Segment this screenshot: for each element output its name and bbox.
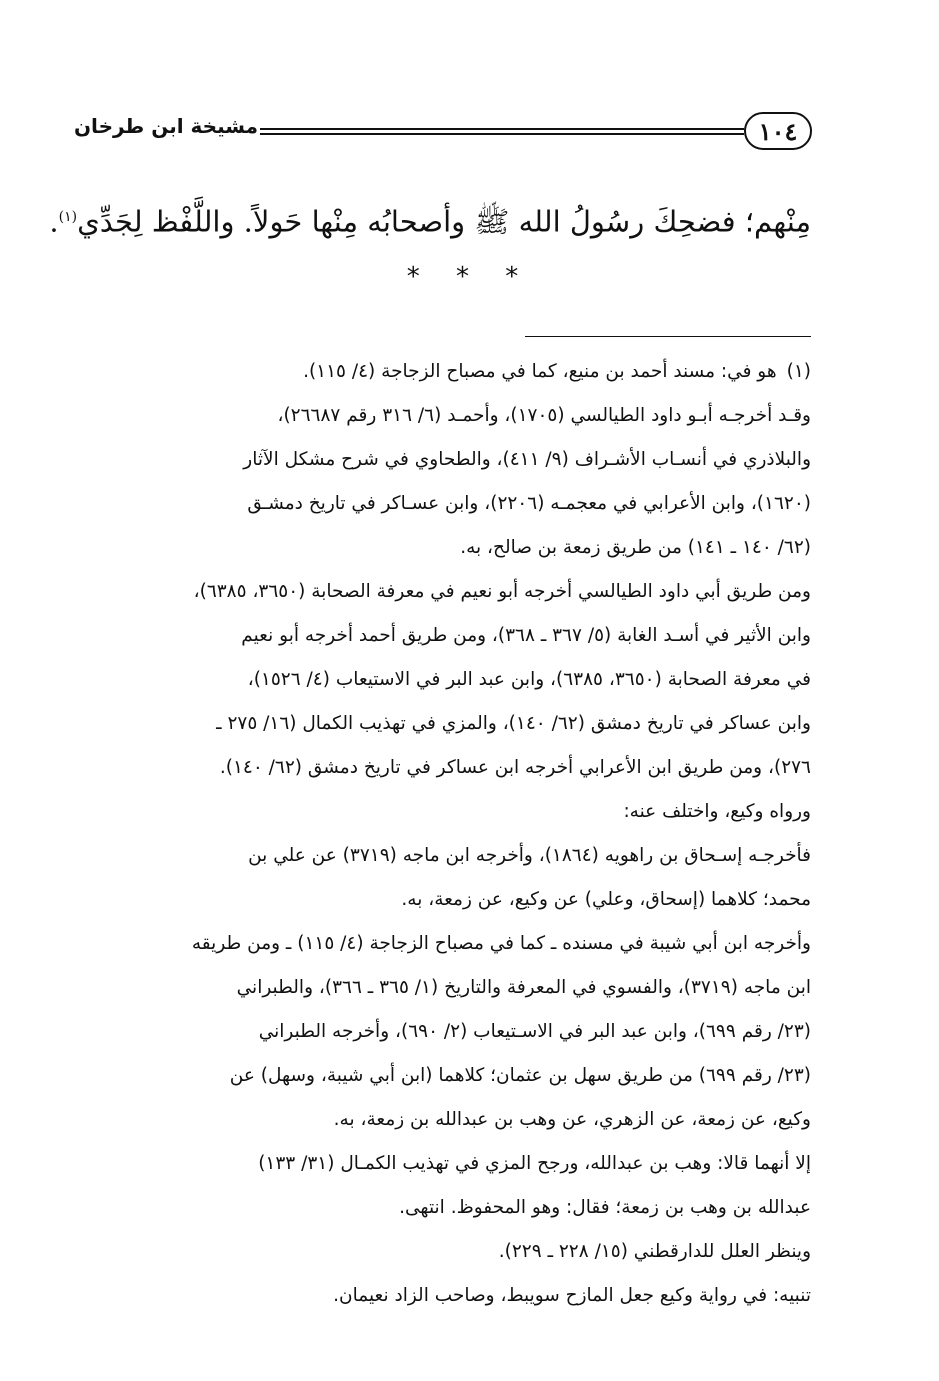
page-number: ١٠٤: [744, 112, 812, 150]
footnote-line: وأخرجه ابن أبي شيبة في مسنده ـ كما في مصباح الزجاجة (٤/ ١١٥) ـ ومن طريقه: [191, 933, 811, 954]
footnote-text: هو في: مسند أحمد بن منيع، كما في مصباح الزجاجة (٤/ ١١٥).: [303, 361, 777, 382]
main-text-body: مِنْهم؛ فضحِكَ رسُولُ الله ﷺ وأصحابُه مِنْها حَولاً. واللَّفْظ لِجَدِّي: [77, 204, 811, 239]
footnote-line: وابن الأثير في أسـد الغابة (٥/ ٣٦٧ ـ ٣٦٨)، ومن طريق أحمد أخرجه أبو نعيم: [241, 625, 811, 646]
footnote-line: ابن ماجه (٣٧١٩)، والفسوي في المعرفة والتاريخ (١/ ٣٦٥ ـ ٣٦٦)، والطبراني: [236, 977, 811, 998]
footnote-line: عبدالله بن وهب بن زمعة؛ فقال: وهو المحفوظ. انتهى.: [399, 1197, 811, 1218]
book-title: مشيخة ابن طرخان: [73, 114, 258, 138]
footnote-number: (١): [786, 361, 811, 382]
footnote-line: تنبيه: في رواية وكيع جعل المازح سويبط، وصاحب الزاد نعيمان.: [333, 1285, 811, 1306]
footnote-line: محمد؛ كلاهما (إسحاق، وعلي) عن وكيع، عن زمعة، به.: [401, 889, 811, 910]
footnote-line: وينظر العلل للدارقطني (١٥/ ٢٢٨ ـ ٢٢٩).: [498, 1241, 811, 1262]
footnote-line: والبلاذري في أنسـاب الأشـراف (٩/ ٤١١)، والطحاوي في شرح مشكل الآثار: [243, 449, 811, 470]
header-rule: [260, 128, 744, 135]
footnotes: [100, 350, 811, 1318]
page-header: [73, 112, 812, 156]
footnote-line: فأخرجـه إسـحاق بن راهويه (١٨٦٤)، وأخرجه ابن ماجه (٣٧١٩) عن علي بن: [248, 845, 811, 866]
footnote-line: ومن طريق أبي داود الطيالسي أخرجه أبو نعيم في معرفة الصحابة (٣٦٥٠، ٦٣٨٥)،: [193, 581, 811, 602]
footnote-line: في معرفة الصحابة (٣٦٥٠، ٦٣٨٥)، وابن عبد البر في الاستيعاب (٤/ ١٥٢٦)،: [247, 669, 811, 690]
footnote-line: (٢٣/ رقم ٦٩٩) من طريق سهل بن عثمان؛ كلاهما (ابن أبي شيبة، وسهل) عن: [229, 1065, 811, 1086]
footnote-line: (٢٣/ رقم ٦٩٩)، وابن عبد البر في الاسـتيعاب (٢/ ٦٩٠)، وأخرجه الطبراني: [258, 1021, 811, 1042]
footnote-line: (٦٢/ ١٤٠ ـ ١٤١) من طريق زمعة بن صالح، به.: [460, 537, 811, 558]
footnote-line: [100, 350, 811, 394]
main-text-end: .: [49, 204, 59, 239]
footnote-marker: (١): [58, 209, 78, 225]
footnote-line: (١٦٢٠)، وابن الأعرابي في معجمـه (٢٢٠٦)، وابن عسـاكر في تاريخ دمشـق: [247, 493, 811, 514]
section-separator: * * *: [406, 262, 533, 292]
footnote-line: إلا أنهما قالا: وهب بن عبدالله، ورجح المزي في تهذيب الكمـال (٣١/ ١٣٣): [258, 1153, 811, 1174]
footnote-line: وابن عساكر في تاريخ دمشق (٦٢/ ١٤٠)، والمزي في تهذيب الكمال (١٦/ ٢٧٥ ـ: [216, 713, 811, 734]
footnote-rule: [525, 336, 811, 337]
footnote-line: وكيع، عن زمعة، عن الزهري، عن وهب بن عبدالله بن زمعة، به.: [333, 1109, 811, 1130]
footnote-line: ٢٧٦)، ومن طريق ابن الأعرابي أخرجه ابن عساكر في تاريخ دمشق (٦٢/ ١٤٠).: [219, 757, 811, 778]
footnote-line: ورواه وكيع، واختلف عنه:: [623, 801, 811, 822]
main-text: [49, 192, 811, 247]
footnote-line: وقـد أخرجـه أبـو داود الطيالسي (١٧٠٥)، وأحمـد (٦/ ٣١٦ رقم ٢٦٦٨٧)،: [277, 405, 811, 426]
